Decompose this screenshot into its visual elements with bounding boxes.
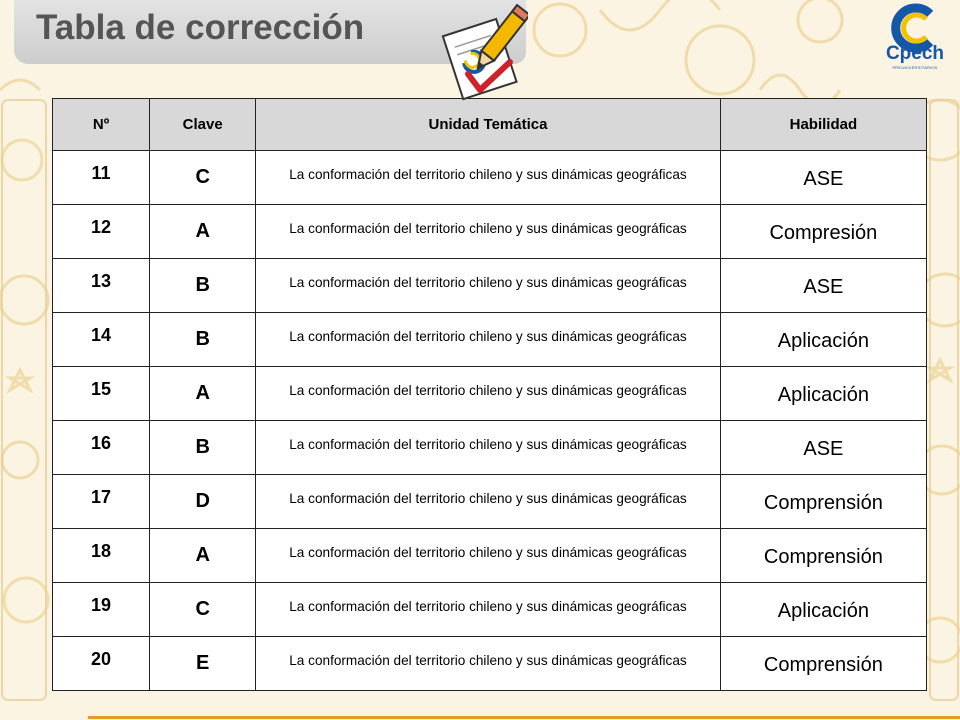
table-row <box>53 637 927 691</box>
answer-key: C <box>150 151 256 205</box>
table-row <box>53 205 927 259</box>
thematic-unit: La conformación del territorio chileno y sus dinámicas geográficas <box>256 421 721 475</box>
answer-key: D <box>150 475 256 529</box>
thematic-unit: La conformación del territorio chileno y sus dinámicas geográficas <box>256 205 721 259</box>
skill: ASE <box>720 151 926 205</box>
answer-key: A <box>150 205 256 259</box>
skill: Aplicación <box>720 583 926 637</box>
skill: Comprensión <box>720 475 926 529</box>
pencil-check-icon <box>440 0 528 104</box>
thematic-unit: La conformación del territorio chileno y sus dinámicas geográficas <box>256 529 721 583</box>
question-number: 14 <box>53 313 150 367</box>
question-number: 12 <box>53 205 150 259</box>
question-number: 18 <box>53 529 150 583</box>
table-row <box>53 421 927 475</box>
thematic-unit: La conformación del territorio chileno y sus dinámicas geográficas <box>256 583 721 637</box>
table-row <box>53 367 927 421</box>
correction-table <box>52 98 927 691</box>
skill: Aplicación <box>720 367 926 421</box>
answer-key: A <box>150 529 256 583</box>
skill: ASE <box>720 259 926 313</box>
header-unit: Unidad Temática <box>256 99 721 151</box>
header-number: Nº <box>53 99 150 151</box>
answer-key: C <box>150 583 256 637</box>
question-number: 20 <box>53 637 150 691</box>
header-key: Clave <box>150 99 256 151</box>
answer-key: B <box>150 421 256 475</box>
table-row <box>53 529 927 583</box>
answer-key: B <box>150 313 256 367</box>
table-header-row <box>53 99 927 151</box>
answer-key: A <box>150 367 256 421</box>
table-row <box>53 259 927 313</box>
logo-tagline: PREUNIVERSITARIOS <box>892 65 938 70</box>
answer-key: E <box>150 637 256 691</box>
question-number: 17 <box>53 475 150 529</box>
skill: Comprensión <box>720 529 926 583</box>
table-row <box>53 475 927 529</box>
bottom-accent-line <box>88 716 960 719</box>
question-number: 19 <box>53 583 150 637</box>
answer-key: B <box>150 259 256 313</box>
skill: ASE <box>720 421 926 475</box>
thematic-unit: La conformación del territorio chileno y sus dinámicas geográficas <box>256 313 721 367</box>
thematic-unit: La conformación del territorio chileno y sus dinámicas geográficas <box>256 367 721 421</box>
question-number: 15 <box>53 367 150 421</box>
skill: Comprensión <box>720 637 926 691</box>
logo-name: Cpech <box>885 43 945 64</box>
question-number: 16 <box>53 421 150 475</box>
thematic-unit: La conformación del territorio chileno y sus dinámicas geográficas <box>256 151 721 205</box>
table-row <box>53 583 927 637</box>
header-skill: Habilidad <box>720 99 926 151</box>
skill: Aplicación <box>720 313 926 367</box>
thematic-unit: La conformación del territorio chileno y sus dinámicas geográficas <box>256 475 721 529</box>
skill: Compresión <box>720 205 926 259</box>
table-row <box>53 151 927 205</box>
thematic-unit: La conformación del territorio chileno y sus dinámicas geográficas <box>256 259 721 313</box>
thematic-unit: La conformación del territorio chileno y sus dinámicas geográficas <box>256 637 721 691</box>
table-row <box>53 313 927 367</box>
question-number: 11 <box>53 151 150 205</box>
page-title: Tabla de corrección <box>36 8 365 47</box>
question-number: 13 <box>53 259 150 313</box>
